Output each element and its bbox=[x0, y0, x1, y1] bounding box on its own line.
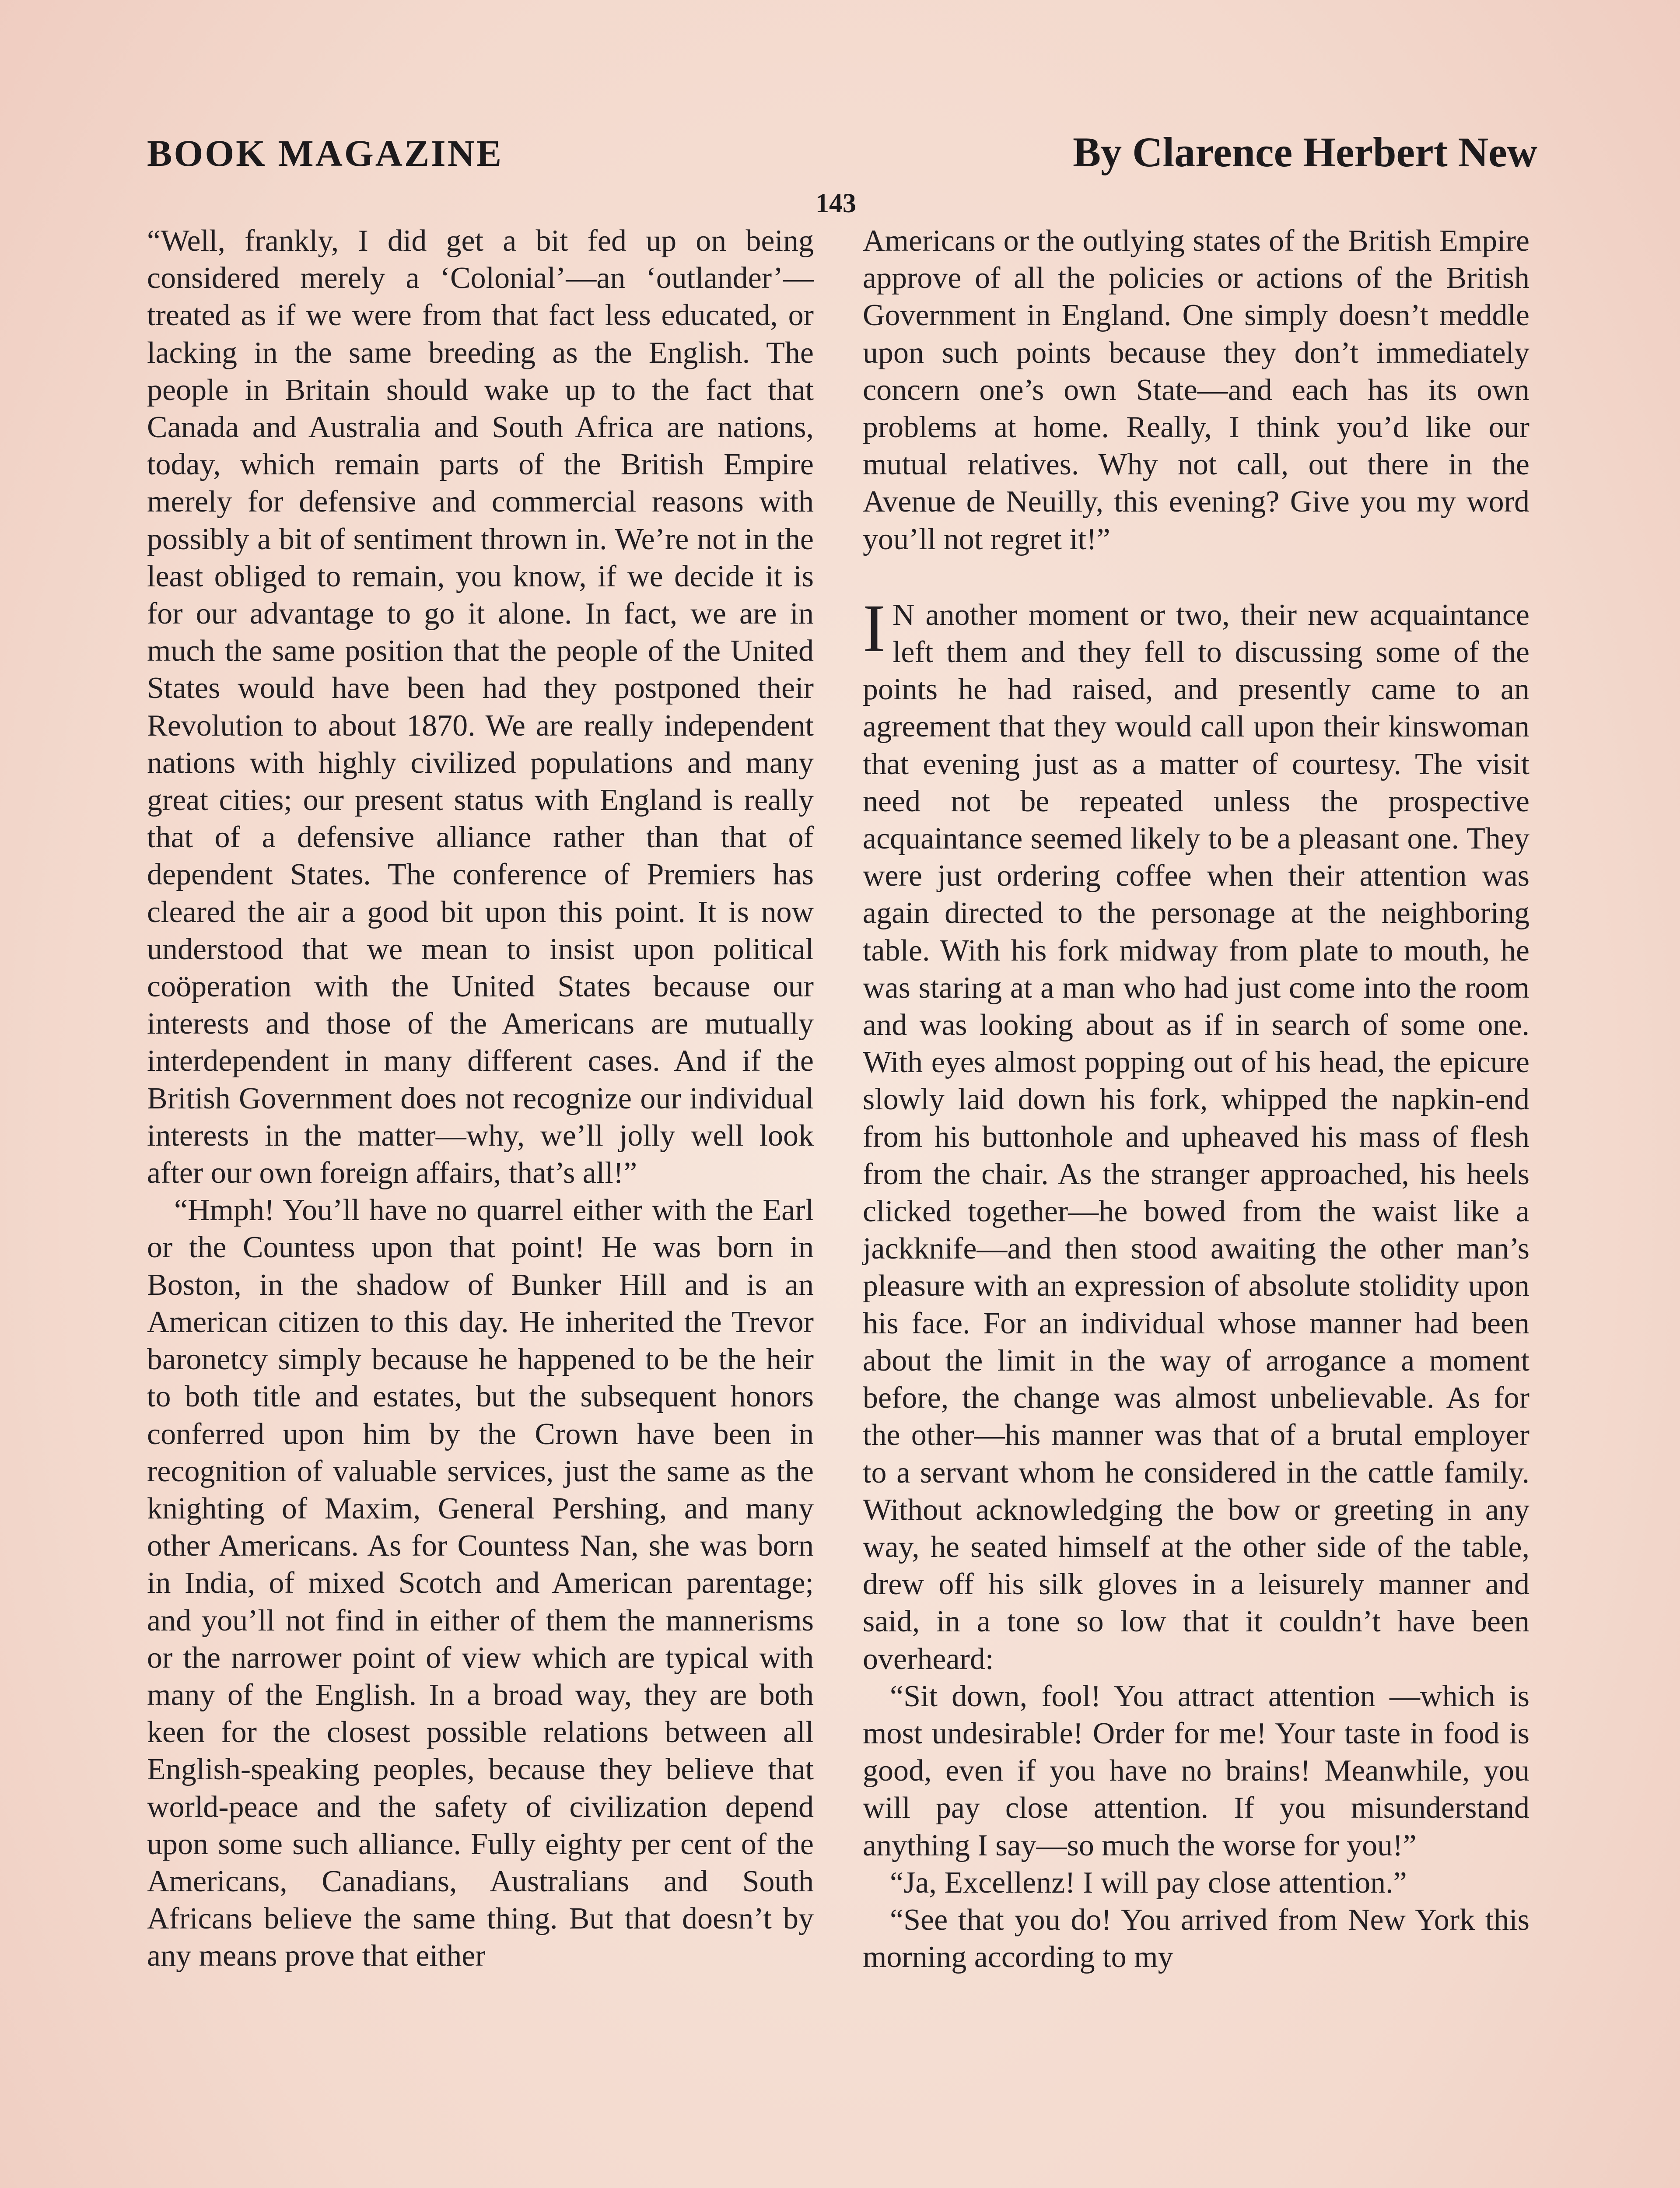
page-number: 143 bbox=[816, 189, 856, 218]
drop-cap-continuation: N bbox=[892, 598, 915, 632]
running-head-author: By Clarence Herbert New bbox=[1073, 129, 1537, 175]
running-head-magazine-title: BOOK MAGAZINE bbox=[147, 132, 504, 174]
right-column bbox=[863, 222, 1530, 1976]
paragraph-text: another moment or two, their new acquaintance left them and they fell to discussing some of the points he had raised, and presently came to an agreement that they would call upon their kinswoman that evening just as a matter of courtesy. The visit need not be repeated unless the prospective acquaintance seemed likely to be a pleasant one. They were just ordering coffee when their attention was again directed to the personage at the neighboring table. With his fork midway from plate to mouth, he was staring at a man who had just come into the room and was looking about as if in search of some one. With eyes almost popping out of his head, the epicure slowly laid down his fork, whipped the napkin-end from his buttonhole and upheaved his mass of flesh from the chair. As the stranger approached, his heels clicked together—he bowed from the waist like a jackknife—and then stood awaiting the other man’s pleasure with an expression of absolute stolidity upon his face. For an individual whose manner had been about the limit in the way of arrogance a moment before, the change was almost unbelievable. As for the other—his manner was that of a brutal employer to a servant whom he considered in the cattle family. Without acknowledging the bow or greeting in any way, he seated himself at the other side of the table, drew off his silk gloves in a leisurely manner and said, in a tone so low that it couldn’t have been overheard: bbox=[863, 598, 1530, 1676]
paragraph: Americans or the outlying states of the British Empire approve of all the policies or actions of the British Government in England. One simply doesn’t meddle upon such points because they don’t immediately concern one’s own State—and each has its own problems at home. Really, I think you’d like our mutual relatives. Why not call, out there in the Avenue de Neuilly, this evening? Give you my word you’ll not regret it!” bbox=[863, 224, 1530, 556]
section-opening-paragraph bbox=[863, 590, 1530, 1678]
paragraph: “See that you do! You arrived from New York this morning according to my bbox=[863, 1903, 1530, 1974]
paragraph: “Hmph! You’ll have no quarrel either with the Earl or the Countess upon that point! He was born in Boston, in the shadow of Bunker Hill and is an American citizen to this day. He inherited the Trevor baronetcy simply because he happened to be the heir to both title and estates, but the subsequent honors conferred upon him by the Crown have been in recognition of valuable services, just the same as the knighting of Maxim, General Pershing, and many other Americans. As for Countess Nan, she was born in India, of mixed Scotch and American parentage; and you’ll not find in either of them the mannerisms or the narrower point of view which are typical with many of the English. In a broad way, they are both keen for the closest possible relations between all English-speaking peoples, because they believe that world-peace and the safety of civilization depend upon some such alliance. Fully eighty per cent of the Americans, Canadians, Australians and South Africans believe the same thing. But that doesn’t by any means prove that either bbox=[147, 1193, 814, 1973]
left-column bbox=[147, 222, 814, 1975]
paragraph: “Ja, Excellenz! I will pay close attention.” bbox=[890, 1865, 1407, 1900]
drop-cap: I bbox=[863, 590, 886, 666]
paragraph: “Sit down, fool! You attract attention —which is most undesirable! Order for me! Your taste in food is good, even if you have no brains! Meanwhile, you will pay close attention. If you misunderstand anything I say—so much the worse for you!” bbox=[863, 1679, 1530, 1862]
paragraph: “Well, frankly, I did get a bit fed up on being considered merely a ‘Colonial’—an ‘outlander’—treated as if we were from that fact less educated, or lacking in the same breeding as the English. The people in Britain should wake up to the fact that Canada and Australia and South Africa are nations, today, which remain parts of the British Empire merely for defensive and commercial reasons with possibly a bit of sentiment thrown in. We’re not in the least obliged to remain, you know, if we decide it is for our advantage to go it alone. In fact, we are in much the same position that the people of the United States would have been had they postponed their Revolution to about 1870. We are really independent nations with highly civilized populations and many great cities; our present status with England is really that of a defensive alliance rather than that of dependent States. The conference of Premiers has cleared the air a good bit upon this point. It is now understood that we mean to insist upon political coöperation with the United States because our interests and those of the Americans are mutually interdependent in many different cases. And if the British Government does not recognize our individual interests in the matter—why, we’ll jolly well look after our own foreign affairs, that’s all!” bbox=[147, 224, 814, 1190]
